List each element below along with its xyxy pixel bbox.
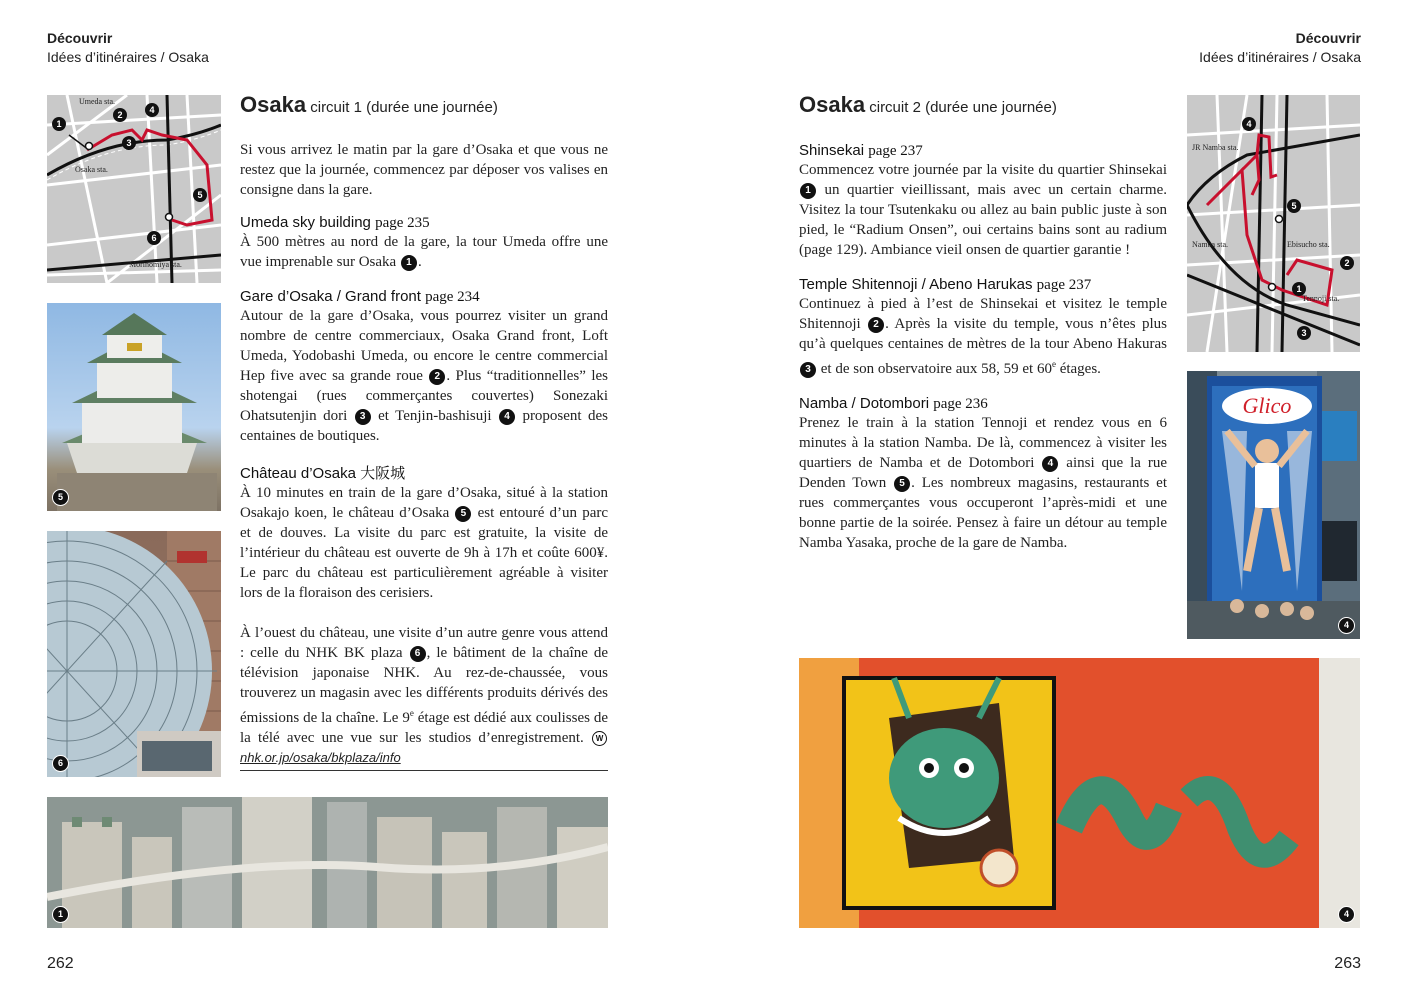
- photo-osaka-castle: [47, 303, 221, 511]
- map-label: Namba sta.: [1192, 240, 1228, 249]
- intro-paragraph: Si vous arrivez le matin par la gare d’Osaka et que vous ne restez que la journée, commencez par déposer vos valises en consigne dans la gare.: [240, 142, 608, 198]
- photo-badge: 5: [52, 489, 69, 506]
- marker-6: 6: [410, 646, 426, 662]
- paragraph-nhk: À l’ouest du château, une visite d’un autre genre vous attend : celle du NHK BK plaza 6 , le bâtiment de la chaîne de télévision japonaise NHK. Au rez-de-chaussée, vous trouverez un magasin avec les différents produits dérivés des émissions de la chaîne. Le 9e étage est dédié aux coulisses de la télé avec une vue sur les studios d’enregistrement. W nhk.or.jp/osaka/bkplaza/info: [240, 625, 609, 765]
- section-heading-umeda: Umeda sky building page 235: [240, 214, 430, 231]
- section-subtitle: Idées d’itinéraires / Osaka: [1199, 49, 1361, 65]
- page-number: 262: [47, 955, 74, 972]
- photo-badge: 4: [1338, 617, 1355, 634]
- photo-osaka-cityscape: [47, 797, 608, 928]
- section-heading-chateau: Château d’Osaka 大阪城: [240, 465, 406, 482]
- section-heading-namba: Namba / Dotombori page 236: [799, 395, 988, 412]
- right-text-column: [799, 92, 1167, 553]
- marker-1: 1: [401, 255, 417, 271]
- marker-2: 2: [429, 369, 445, 385]
- map-marker-4: 4: [1246, 119, 1252, 129]
- map-marker-2: 2: [1344, 258, 1350, 268]
- marker-2: 2: [868, 317, 884, 333]
- map-marker-5: 5: [1291, 201, 1297, 211]
- photo-nhk-building: [47, 531, 221, 777]
- map-label: Osaka sta.: [75, 165, 108, 174]
- map-marker-1: 1: [1296, 284, 1302, 294]
- marker-1: 1: [800, 183, 816, 199]
- marker-5: 5: [894, 476, 910, 492]
- section-text-namba: Prenez le train à la station Tennoji et rendez vous en 6 minutes à la station Namba. De là, commencez à visiter les quartiers de Namba et de Dotombori 4 ainsi que la rue Denden Town 5 . Les nombreux magasins, restaurants et rues commerçantes vous occuperont l’après-midi et une bonne partie de la soirée. Pensez à faire un détour au temple Namba Yasaka, proche de la gare de Namba.: [799, 415, 1168, 551]
- web-icon: W: [592, 731, 607, 746]
- marker-4: 4: [499, 409, 515, 425]
- photo-dotombori-dragon: [799, 658, 1360, 928]
- glico-logo-text: Glico: [1242, 393, 1292, 418]
- map-label: Morinomiya sta.: [129, 260, 182, 269]
- section-header: Découvrir: [1295, 30, 1361, 46]
- map-label: Tennoji sta.: [1302, 294, 1340, 303]
- map-marker-2: 2: [117, 110, 123, 120]
- page-title: Osaka circuit 2 (durée une journée): [799, 92, 1057, 117]
- photo-badge: 6: [52, 755, 69, 772]
- nhk-link[interactable]: nhk.or.jp/osaka/bkplaza/info: [240, 750, 401, 765]
- left-text-column: [240, 92, 608, 771]
- marker-3: 3: [355, 409, 371, 425]
- page-title: Osaka circuit 1 (durée une journée): [240, 92, 498, 117]
- map-marker-5: 5: [197, 190, 203, 200]
- marker-5: 5: [455, 506, 471, 522]
- section-heading-gare: Gare d’Osaka / Grand front page 234: [240, 288, 480, 305]
- map-marker-3: 3: [126, 138, 132, 148]
- section-heading-shinsekai: Shinsekai page 237: [799, 142, 923, 159]
- photo-badge: 4: [1338, 906, 1355, 923]
- section-text-gare: Autour de la gare d’Osaka, vous pourrez visiter un grand nombre de centre commerciaux, Osaka Grand front, Loft Umeda, Yodobashi Umeda, ou encore le centre commercial Hep five avec sa grande roue 2 . Plus “traditionnelles” les shotengai (rues commerçantes couvertes) Sonezaki Ohatsutenjin dori 3 et Tenjin-bashisuji 4 proposent des centaines de boutiques.: [240, 308, 609, 444]
- section-heading-shitennoji: Temple Shitennoji / Abeno Harukas page 237: [799, 276, 1092, 293]
- photo-glico-sign: [1187, 371, 1360, 639]
- map-label: Ebisucho sta.: [1287, 240, 1330, 249]
- section-text-shinsekai: Commencez votre journée par la visite du quartier Shinsekai 1 un quartier vieillissant, mais avec un certain charme. Visitez la tour Tsutenkaku ou allez au bain public juste à son pied, le “Radium Onsen”, oui certains bains sont au radium (page 129). Ambiance vieil onsen de quartier garantie !: [799, 162, 1167, 258]
- section-text-umeda: À 500 mètres au nord de la gare, la tour Umeda offre une vue imprenable sur Osaka 1 .: [240, 234, 608, 270]
- map-label: Umeda sta.: [79, 97, 115, 106]
- marker-4: 4: [1042, 456, 1058, 472]
- map-label: JR Namba sta.: [1192, 143, 1239, 152]
- section-header: Découvrir: [47, 30, 113, 46]
- map-marker-1: 1: [56, 119, 62, 129]
- section-subtitle: Idées d’itinéraires / Osaka: [47, 49, 209, 65]
- marker-3: 3: [800, 362, 816, 378]
- section-text-chateau: À 10 minutes en train de la gare d’Osaka, situé à la station Osakajo koen, le château d’Osaka 5 est entouré d’un parc et de douves. La visite du parc est gratuite, la visite de l’intérieur du château est ouverte de 9h à 17h et coûte 600¥. Le parc du château est particulièrement agréable à visiter lors de la floraison des cerisiers.: [240, 485, 608, 601]
- map-marker-4: 4: [149, 105, 155, 115]
- section-text-shitennoji: Continuez à pied à l’est de Shinsekai et visitez le temple Shitennoji 2 . Après la visite du temple, vous n’êtes plus qu’à quelques centaines de mètres de la tour Abeno Hakuras 3 et de son observatoire aux 58, 59 et 60e étages.: [799, 296, 1168, 377]
- map-marker-6: 6: [151, 233, 157, 243]
- link-rule: [240, 770, 608, 771]
- map-marker-3: 3: [1301, 328, 1307, 338]
- route-map-circuit-1: [47, 95, 221, 283]
- route-map-circuit-2: [1187, 95, 1360, 352]
- page-number: 263: [1334, 955, 1361, 972]
- photo-badge: 1: [52, 906, 69, 923]
